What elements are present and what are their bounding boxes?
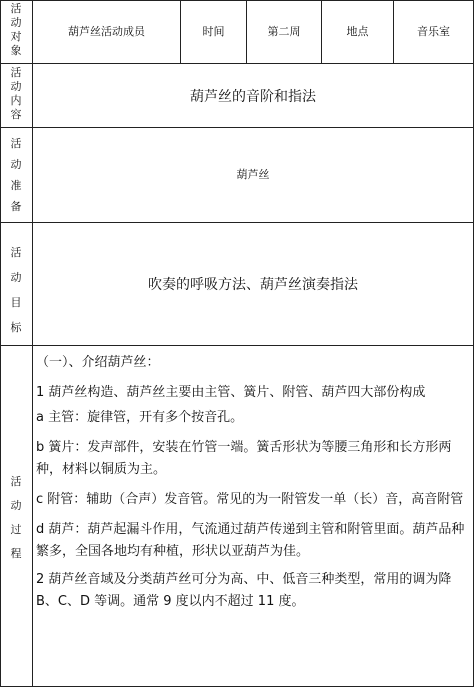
process-line: （一）、介绍葫芦丝：	[36, 355, 160, 370]
time-label-cell: 时间	[202, 25, 225, 38]
content-label-char: 活	[10, 66, 22, 79]
process-line: d 葫芦：葫芦起漏斗作用，气流通过葫芦传递到主管和附管里面。葫芦品种繁多，全国各地均有种植，形状以亚葫芦为佳。	[36, 522, 465, 559]
content-label-char: 动	[10, 80, 22, 93]
table-border-left	[0, 0, 1, 687]
place-value-cell: 音乐室	[417, 25, 450, 38]
target-label-char: 动	[10, 16, 22, 29]
goal-label-char: 标	[10, 321, 22, 334]
target-label-char: 活	[10, 2, 22, 15]
process-label	[7, 470, 25, 566]
process-line: c 附管：辅助（合声）发音管。常见的为一附管发一单（长）音，高音附管	[36, 492, 464, 507]
content-label-char: 容	[10, 108, 22, 121]
content-label	[7, 66, 25, 122]
target-label-char: 对	[10, 30, 22, 43]
process-line: a 主管：旋律管，开有多个按音孔。	[36, 410, 244, 425]
goal-label-char: 活	[10, 246, 22, 259]
prep-value: 葫芦丝	[236, 168, 270, 181]
time-value-cell: 第二周	[267, 25, 301, 38]
prep-label-char: 备	[10, 200, 22, 213]
prep-label-char: 动	[10, 158, 22, 171]
target-label	[7, 2, 25, 58]
process-label-char: 动	[10, 499, 22, 512]
process-label-char: 程	[10, 547, 22, 560]
goal-label-char: 目	[10, 296, 22, 309]
prep-label	[7, 133, 25, 217]
content-label-char: 内	[10, 94, 22, 107]
process-line: b 簧片：发声部件，安装在竹管一端。簧舌形状为等腰三角形和长方形两种，材料以铜质为主。	[36, 440, 452, 477]
process-line: 2 葫芦丝音域及分类葫芦丝可分为高、中、低音三种类型，常用的调为降 B、C、D 等调。通常 9 度以内不超过 11 度。	[36, 572, 452, 609]
place-label-cell: 地点	[346, 25, 369, 38]
target-label-char: 象	[10, 44, 22, 57]
process-line: 1 葫芦丝构造、葫芦丝主要由主管、簧片、附管、葫芦四大部份构成	[36, 385, 426, 400]
prep-label-char: 活	[10, 137, 22, 150]
row-divider	[0, 345, 474, 346]
prep-label-char: 准	[10, 179, 22, 192]
goal-value: 吹奏的呼吸方法、葫芦丝演奏指法	[148, 277, 358, 293]
members-cell: 葫芦丝活动成员	[68, 25, 145, 38]
process-label-char: 过	[10, 523, 22, 536]
goal-label-char: 动	[10, 271, 22, 284]
process-text	[36, 352, 468, 613]
goal-label	[7, 240, 25, 340]
content-value: 葫芦丝的音阶和指法	[190, 88, 316, 105]
process-label-char: 活	[10, 475, 22, 488]
